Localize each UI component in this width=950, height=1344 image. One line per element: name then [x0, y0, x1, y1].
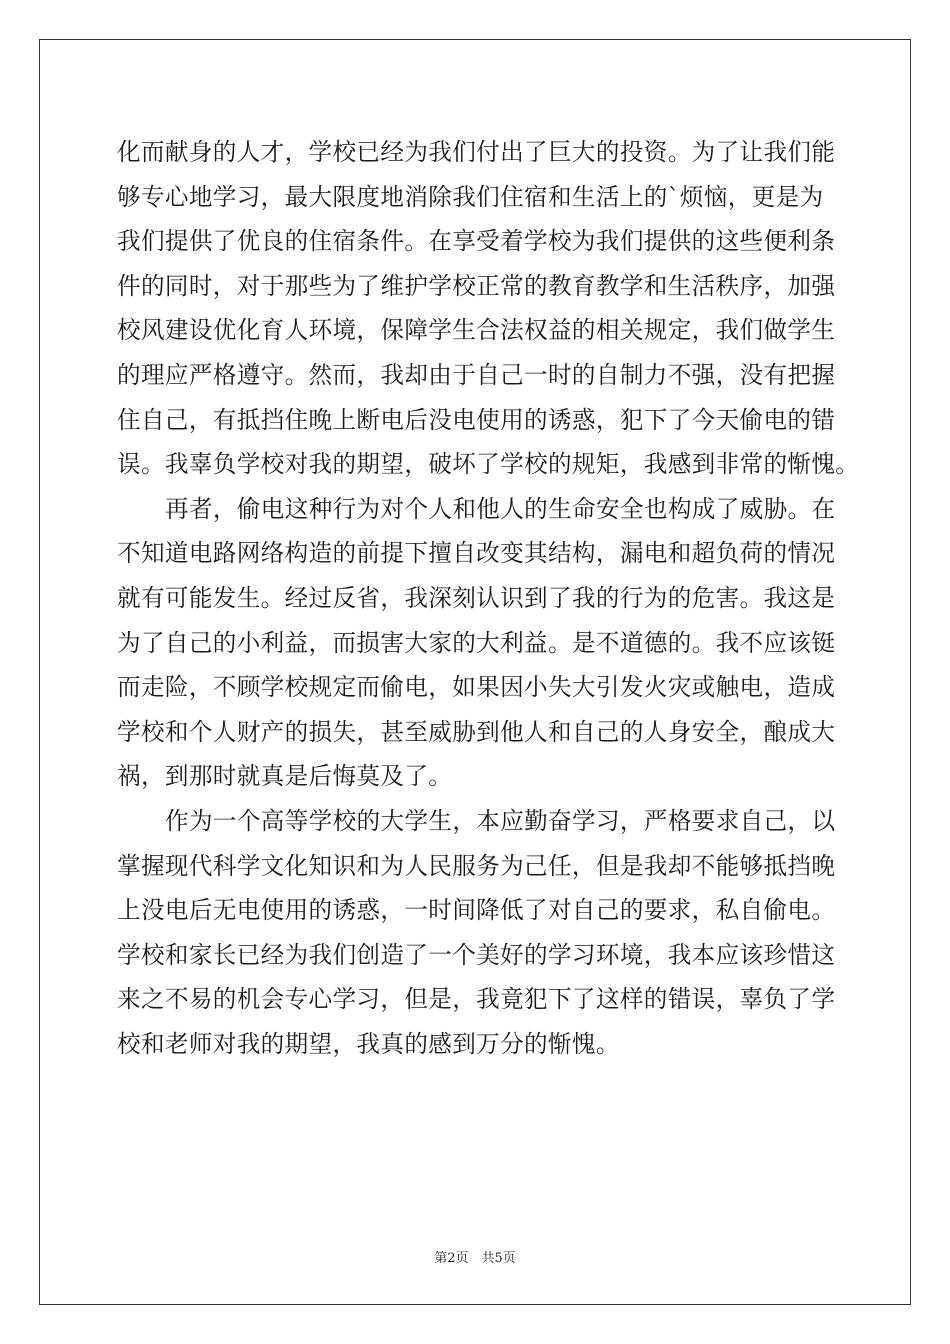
- text-line: 而走险，不顾学校规定而偷电，如果因小失大引发火灾或触电，造成: [117, 673, 836, 702]
- paragraph-first-line: 再者，偷电这种行为对个人和他人的生命安全也构成了威胁。在: [165, 494, 836, 523]
- text-line: 的理应严格遵守。然而，我却由于自己一时的自制力不强，没有把握: [117, 360, 836, 389]
- text-line: 来之不易的机会专心学习，但是，我竟犯下了这样的错误，辜负了学: [117, 985, 836, 1014]
- text-line: 为了自己的小利益，而损害大家的大利益。是不道德的。我不应该铤: [117, 628, 836, 657]
- text-line: 住自己，有抵挡住晚上断电后没电使用的诱惑，犯下了今天偷电的错: [117, 405, 836, 434]
- text-line: 化而献身的人才，学校已经为我们付出了巨大的投资。为了让我们能: [117, 138, 836, 166]
- text-line: 不知道电路网络构造的前提下擅自改变其结构，漏电和超负荷的情况: [117, 539, 836, 568]
- text-line: 件的同时，对于那些为了维护学校正常的教育教学和生活秩序，加强: [117, 271, 836, 300]
- text-line: 就有可能发生。经过反省，我深刻认识到了我的行为的危害。我这是: [117, 583, 836, 612]
- text-line: 校风建设优化育人环境，保障学生合法权益的相关规定，我们做学生: [117, 316, 836, 345]
- document-body: [117, 130, 860, 1066]
- text-line: 学校和家长已经为我们创造了一个美好的学习环境，我本应该珍惜这: [117, 940, 836, 969]
- page-number-footer: 第2页 共5页: [434, 1251, 516, 1266]
- text-line: 学校和个人财产的损失，甚至威胁到他人和自己的人身安全，酿成大: [117, 717, 836, 746]
- text-line: 够专心地学习，最大限度地消除我们住宿和生活上的`烦恼，更是为: [117, 182, 824, 211]
- text-line: 祸，到那时就真是后悔莫及了。: [117, 762, 453, 791]
- text-line: 掌握现代科学文化知识和为人民服务为己任，但是我却不能够抵挡晚: [117, 851, 836, 880]
- text-line: 误。我辜负学校对我的期望，破坏了学校的规矩，我感到非常的惭愧。: [117, 450, 860, 479]
- text-line: 上没电后无电使用的诱惑，一时间降低了对自己的要求，私自偷电。: [117, 896, 836, 925]
- paragraph-first-line: 作为一个高等学校的大学生，本应勤奋学习，严格要求自己，以: [165, 806, 836, 835]
- text-line: 我们提供了优良的住宿条件。在享受着学校为我们提供的这些便利条: [117, 227, 836, 256]
- text-line: 校和老师对我的期望，我真的感到万分的惭愧。: [117, 1029, 620, 1058]
